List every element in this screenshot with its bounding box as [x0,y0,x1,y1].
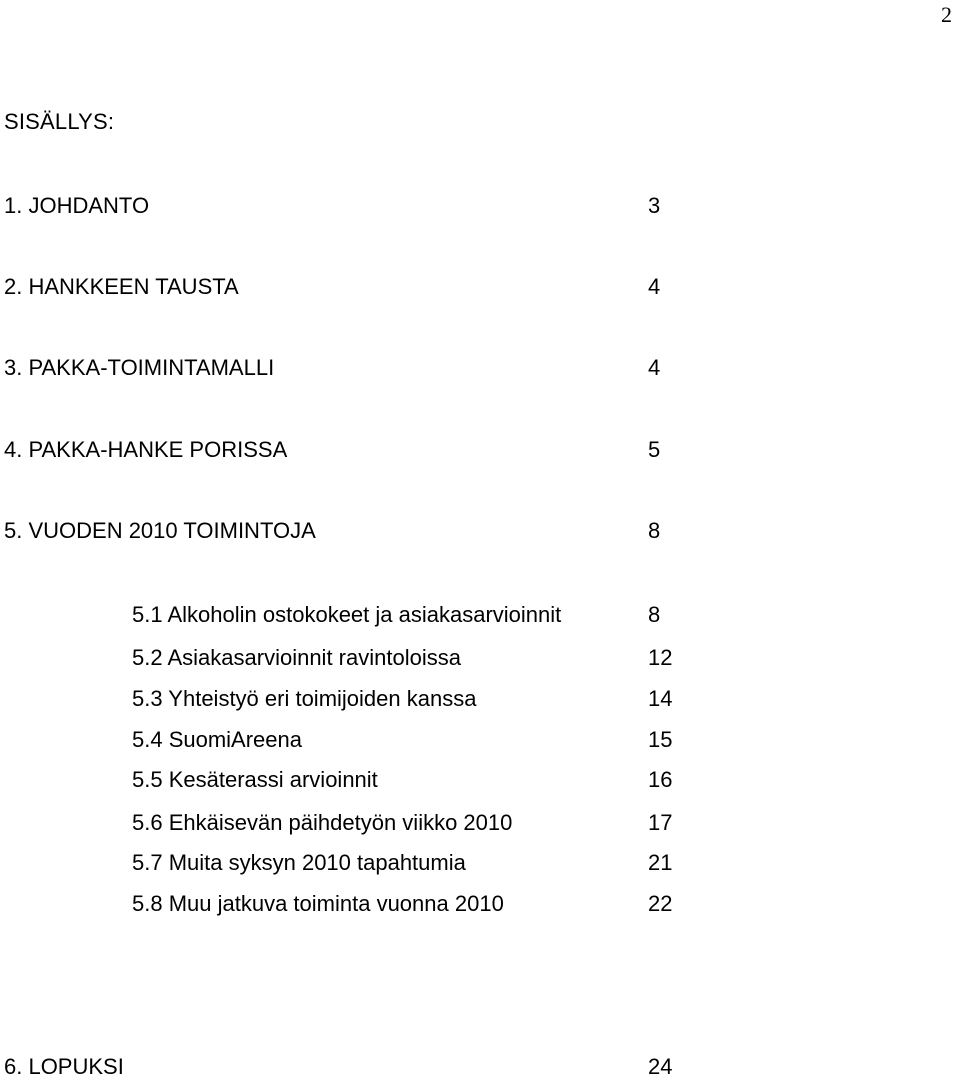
toc-entry-title: 5.5 Kesäterassi arvioinnit [132,767,378,792]
toc-entry-title: 5.3 Yhteistyö eri toimijoiden kanssa [132,686,477,711]
toc-entry-title: 5. VUODEN 2010 TOIMINTOJA [4,518,316,543]
page-number: 2 [941,2,952,27]
toc-entry-page: 4 [648,355,661,380]
toc-entry-title: 3. PAKKA-TOIMINTAMALLI [4,355,275,380]
toc-entry-4[interactable] [0,435,960,465]
toc-entry-page: 21 [648,850,673,875]
toc-entry-page: 8 [648,602,661,627]
toc-entry-title: 5.7 Muita syksyn 2010 tapahtumia [132,850,466,875]
toc-entry-5[interactable] [0,516,960,546]
toc-entry-title: 4. PAKKA-HANKE PORISSA [4,437,288,462]
toc-entry-title: 5.8 Muu jatkuva toiminta vuonna 2010 [132,891,504,916]
toc-entry-page: 17 [648,810,673,835]
toc-entry-page: 16 [648,767,673,792]
toc-subentry-5-6[interactable] [0,808,960,838]
toc-subentry-5-2[interactable] [0,643,960,673]
toc-entry-title: 2. HANKKEEN TAUSTA [4,274,239,299]
toc-subentry-5-7[interactable] [0,848,960,878]
toc-entry-1[interactable] [0,191,960,221]
toc-entry-3[interactable] [0,353,960,383]
toc-entry-page: 15 [648,727,673,752]
toc-entry-page: 22 [648,891,673,916]
toc-entry-title: 5.2 Asiakasarvioinnit ravintoloissa [132,645,461,670]
toc-entry-title: 5.4 SuomiAreena [132,727,302,752]
toc-entry-title: 5.6 Ehkäisevän päihdetyön viikko 2010 [132,810,513,835]
toc-subentry-5-5[interactable] [0,765,960,795]
toc-entry-page: 24 [648,1054,673,1079]
toc-entry-page: 3 [648,193,661,218]
toc-entry-title: 5.1 Alkoholin ostokokeet ja asiakasarvioinnit [132,602,562,627]
toc-subentry-5-3[interactable] [0,684,960,714]
toc-subentry-5-1[interactable] [0,600,960,630]
toc-subentry-5-8[interactable] [0,889,960,919]
toc-entry-page: 12 [648,645,673,670]
toc-entry-page: 8 [648,518,661,543]
toc-entry-2[interactable] [0,272,960,302]
toc-subentry-5-4[interactable] [0,725,960,755]
toc-entry-title: 6. LOPUKSI [4,1054,124,1079]
toc-entry-page: 4 [648,274,661,299]
toc-entry-page: 14 [648,686,673,711]
toc-heading: SISÄLLYS: [4,109,115,134]
toc-entry-page: 5 [648,437,661,462]
toc-entry-title: 1. JOHDANTO [4,193,150,218]
